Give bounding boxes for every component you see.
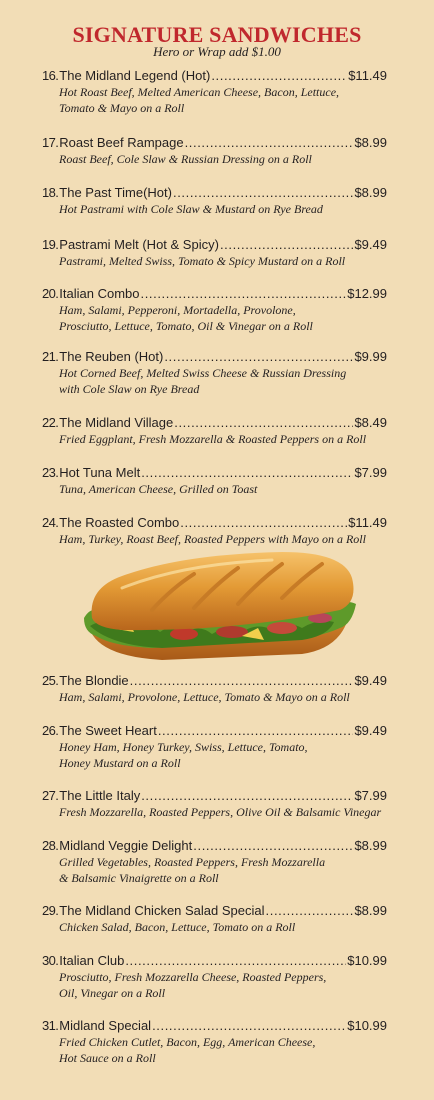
item-name: The Midland Village — [59, 415, 174, 430]
dot-leader — [125, 953, 346, 969]
item-price: $9.49 — [354, 237, 387, 252]
menu-item-header — [42, 723, 387, 739]
dot-leader — [266, 903, 354, 919]
menu-item — [42, 349, 387, 397]
item-description: Grilled Vegetables, Roasted Peppers, Fresh Mozzarella — [59, 855, 326, 869]
item-name: The Reuben (Hot) — [59, 349, 164, 364]
item-price: $7.99 — [354, 465, 387, 480]
menu-item-header — [42, 903, 387, 919]
item-number: 19. — [42, 237, 59, 252]
menu-item — [42, 465, 387, 497]
dot-leader — [211, 68, 347, 84]
item-description: Hot Roast Beef, Melted American Cheese, Bacon, Lettuce, — [59, 85, 340, 99]
menu-item-header — [42, 415, 387, 431]
item-name: Roast Beef Rampage — [59, 135, 184, 150]
menu-item — [42, 185, 387, 217]
menu-item — [42, 903, 387, 935]
item-description: Pastrami, Melted Swiss, Tomato & Spicy Mustard on a Roll — [59, 254, 346, 268]
dot-leader — [141, 286, 347, 302]
item-price: $8.99 — [354, 838, 387, 853]
item-description: Tuna, American Cheese, Grilled on Toast — [59, 482, 258, 496]
item-description: Ham, Salami, Provolone, Lettuce, Tomato & Mayo on a Roll — [59, 690, 350, 704]
item-number: 16. — [42, 68, 59, 83]
menu-item-header — [42, 135, 387, 151]
dot-leader — [130, 673, 354, 689]
item-description: Fresh Mozzarella, Roasted Peppers, Olive Oil & Balsamic Vinegar — [59, 805, 382, 819]
item-price: $9.99 — [354, 349, 387, 364]
item-name: Italian Club — [59, 953, 125, 968]
dot-leader — [193, 838, 353, 854]
menu-item-header — [42, 515, 387, 531]
item-description: with Cole Slaw on Rye Bread — [59, 382, 200, 396]
item-price: $10.99 — [347, 1018, 387, 1033]
item-description: Ham, Turkey, Roast Beef, Roasted Peppers with Mayo on a Roll — [59, 532, 366, 546]
menu-item — [42, 286, 387, 334]
item-description: Hot Corned Beef, Melted Swiss Cheese & Russian Dressing — [59, 366, 347, 380]
menu-item — [42, 673, 387, 705]
dot-leader — [164, 349, 353, 365]
item-description: Prosciutto, Lettuce, Tomato, Oil & Vinegar on a Roll — [59, 319, 313, 333]
menu-item — [42, 1018, 387, 1066]
dot-leader — [158, 723, 354, 739]
item-description: Tomato & Mayo on a Roll — [59, 101, 185, 115]
dot-leader — [141, 788, 353, 804]
item-name: The Sweet Heart — [59, 723, 157, 738]
item-number: 25. — [42, 673, 59, 688]
menu-item-header — [42, 1018, 387, 1034]
menu-item-header — [42, 465, 387, 481]
menu-item-header — [42, 838, 387, 854]
menu-item-header — [42, 953, 387, 969]
item-name: The Past Time(Hot) — [59, 185, 172, 200]
dot-leader — [173, 185, 353, 201]
item-price: $10.99 — [347, 953, 387, 968]
menu-item — [42, 838, 387, 886]
item-price: $7.99 — [354, 788, 387, 803]
menu-item-header — [42, 185, 387, 201]
item-number: 24. — [42, 515, 59, 530]
item-number: 28. — [42, 838, 59, 853]
item-description: Fried Eggplant, Fresh Mozzarella & Roasted Peppers on a Roll — [59, 432, 367, 446]
page-title: SIGNATURE SANDWICHES — [72, 22, 362, 47]
item-description: Hot Pastrami with Cole Slaw & Mustard on Rye Bread — [59, 202, 323, 216]
item-name: The Blondie — [59, 673, 129, 688]
item-price: $8.99 — [354, 185, 387, 200]
item-price: $11.49 — [348, 515, 387, 530]
dot-leader — [180, 515, 347, 531]
menu-item-header — [42, 68, 387, 84]
item-number: 30. — [42, 953, 59, 968]
menu-item-header — [42, 349, 387, 365]
item-price: $9.49 — [354, 673, 387, 688]
dot-leader — [185, 135, 354, 151]
menu-item-header — [42, 673, 387, 689]
item-description: Roast Beef, Cole Slaw & Russian Dressing on a Roll — [59, 152, 312, 166]
item-number: 31. — [42, 1018, 59, 1033]
item-name: Italian Combo — [59, 286, 140, 301]
item-description: Honey Ham, Honey Turkey, Swiss, Lettuce, Tomato, — [59, 740, 308, 754]
item-name: The Midland Legend (Hot) — [59, 68, 211, 83]
item-description: Ham, Salami, Pepperoni, Mortadella, Provolone, — [59, 303, 296, 317]
item-description: Oil, Vinegar on a Roll — [59, 986, 166, 1000]
item-number: 20. — [42, 286, 59, 301]
item-description: & Balsamic Vinaigrette on a Roll — [59, 871, 219, 885]
item-number: 27. — [42, 788, 59, 803]
item-name: The Midland Chicken Salad Special — [59, 903, 265, 918]
item-name: Midland Special — [59, 1018, 152, 1033]
item-name: The Roasted Combo — [59, 515, 180, 530]
item-description: Fried Chicken Cutlet, Bacon, Egg, American Cheese, — [59, 1035, 316, 1049]
item-name: Hot Tuna Melt — [59, 465, 141, 480]
item-price: $8.49 — [354, 415, 387, 430]
dot-leader — [141, 465, 353, 481]
menu-item-header — [42, 237, 387, 253]
item-price: $8.99 — [354, 135, 387, 150]
item-price: $12.99 — [347, 286, 387, 301]
item-description: Honey Mustard on a Roll — [59, 756, 181, 770]
item-description: Prosciutto, Fresh Mozzarella Cheese, Roasted Peppers, — [59, 970, 327, 984]
item-number: 23. — [42, 465, 59, 480]
menu-item — [42, 415, 387, 447]
item-price: $11.49 — [348, 68, 387, 83]
item-name: The Little Italy — [59, 788, 141, 803]
menu-item — [42, 68, 387, 116]
item-number: 21. — [42, 349, 59, 364]
menu-item — [42, 788, 387, 820]
item-number: 26. — [42, 723, 59, 738]
menu-item — [42, 953, 387, 1001]
dot-leader — [220, 237, 354, 253]
item-number: 18. — [42, 185, 59, 200]
item-description: Hot Sauce on a Roll — [59, 1051, 156, 1065]
item-name: Midland Veggie Delight — [59, 838, 193, 853]
dot-leader — [174, 415, 353, 431]
menu-item-header — [42, 286, 387, 302]
item-price: $8.99 — [354, 903, 387, 918]
item-number: 22. — [42, 415, 59, 430]
menu-item — [42, 723, 387, 771]
item-number: 17. — [42, 135, 59, 150]
item-description: Chicken Salad, Bacon, Lettuce, Tomato on a Roll — [59, 920, 296, 934]
menu-item — [42, 135, 387, 167]
page-subtitle: Hero or Wrap add $1.00 — [153, 44, 281, 59]
dot-leader — [152, 1018, 346, 1034]
menu-item — [42, 515, 387, 547]
menu-item — [42, 237, 387, 269]
item-name: Pastrami Melt (Hot & Spicy) — [59, 237, 219, 252]
sandwich-image — [82, 548, 358, 670]
item-number: 29. — [42, 903, 59, 918]
menu-item-header — [42, 788, 387, 804]
item-price: $9.49 — [354, 723, 387, 738]
